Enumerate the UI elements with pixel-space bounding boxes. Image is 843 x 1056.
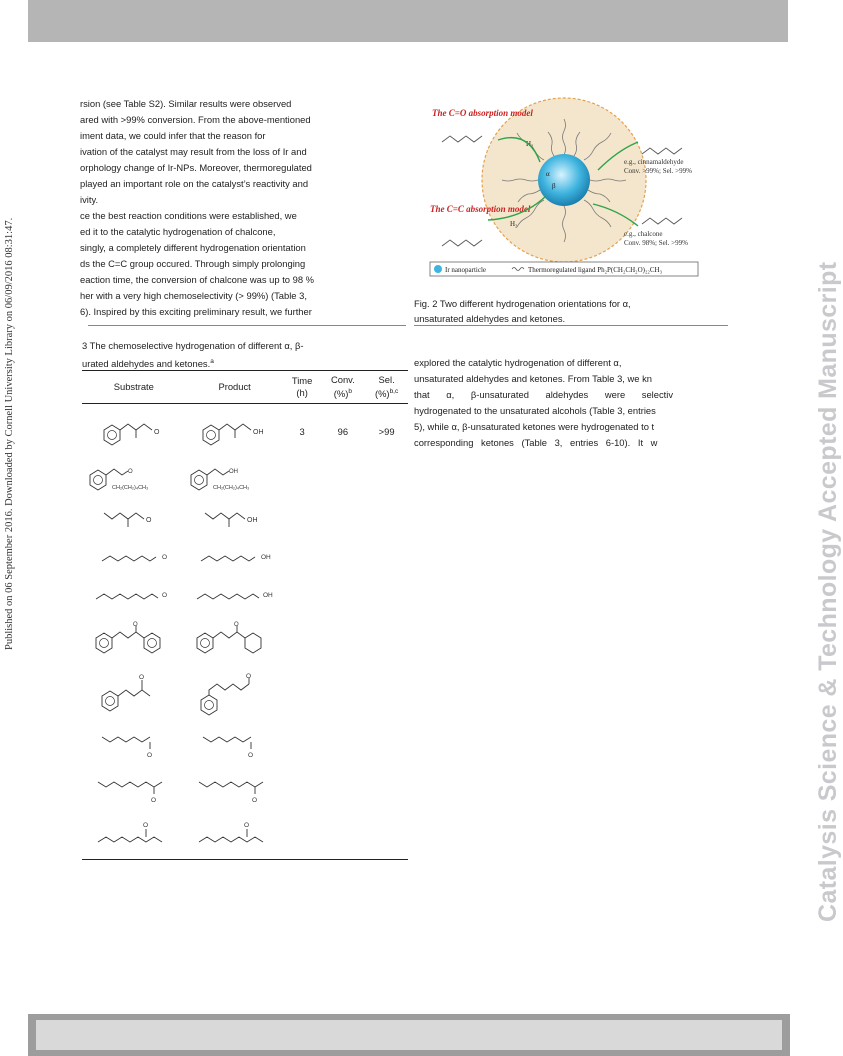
molecule-structure (193, 774, 277, 804)
time-cell: 3 (299, 426, 305, 438)
text-line: orphology change of Ir-NPs. Moreover, thermoregulated (80, 162, 312, 173)
molecule-structure (193, 622, 277, 658)
journal-watermark: Catalysis Science & Technology Accepted Manuscript (814, 261, 842, 922)
figure-2 (428, 100, 726, 290)
sel-cell: >99 (378, 426, 395, 438)
molecule-structure (92, 585, 176, 605)
svg-text:OH: OH (228, 468, 238, 475)
svg-text:O: O (150, 796, 156, 804)
svg-text:OH: OH (260, 553, 271, 561)
beta-label: β (552, 182, 556, 190)
substrate-cell (82, 460, 186, 498)
svg-text:OH: OH (262, 591, 273, 599)
molecule-structure (94, 729, 174, 759)
svg-text:O: O (245, 672, 251, 680)
figure-caption (414, 296, 726, 326)
text-line: ivation of the catalyst may result from the loss of Ir and (80, 146, 307, 157)
text-line: ce the best reaction conditions were established, we (80, 210, 297, 221)
molecule-structure (195, 729, 275, 759)
h2-label: H₂ (526, 140, 534, 148)
product-structure (642, 148, 682, 154)
substrate-cell (82, 404, 186, 460)
conv-cell: 96 (337, 426, 349, 438)
footnote-marker: a (210, 358, 214, 365)
text-line: unsaturated aldehydes and ketones. From Table 3, we kn (414, 373, 652, 384)
svg-text:O: O (146, 751, 152, 759)
molecule-structure (86, 463, 182, 495)
text-line: that α, β-unsaturated aldehydes were selectiv (414, 389, 674, 400)
svg-text:O: O (233, 621, 239, 628)
svg-text:OH: OH (246, 516, 258, 524)
svg-text:O: O (161, 591, 167, 599)
molecule-structure (92, 774, 176, 804)
example-1-name: e.g., cinnamaldehyde (624, 158, 684, 166)
table-row (82, 576, 408, 614)
substrate-structure (442, 136, 482, 142)
product-cell (186, 538, 284, 576)
table-row (82, 498, 408, 538)
text-line: her with a very high chemoselectivity (> 99%) (Table 3, (80, 290, 307, 301)
footer-bar-inner (36, 1020, 782, 1050)
molecule-structure (193, 585, 277, 605)
product-cell (186, 722, 284, 766)
svg-text:O: O (251, 796, 257, 804)
figure-caption-line: Fig. 2 Two different hydrogenation orientations for α, (414, 298, 631, 309)
header-time: Time (h) (284, 371, 321, 404)
substrate-cell (82, 538, 186, 576)
footer-bar (28, 1014, 790, 1056)
svg-text:O: O (145, 516, 152, 524)
text-line: ared with >99% conversion. From the above-mentioned (80, 114, 311, 125)
left-column-text (80, 96, 406, 320)
co-model-label: The C=O absorption model (432, 108, 533, 118)
svg-text:O: O (243, 822, 249, 830)
svg-text:O: O (132, 621, 138, 628)
molecule-structure (195, 547, 275, 567)
h2-label: H₂ (510, 220, 518, 228)
text-line: explored the catalytic hydrogenation of different α, (414, 357, 622, 368)
molecule-structure (92, 820, 176, 850)
substrate-cell (82, 498, 186, 538)
section-divider-left (88, 325, 406, 326)
substrate-cell (82, 766, 186, 812)
svg-text:O: O (138, 673, 144, 681)
example-2-result: Conv. 98%; Sel. >99% (624, 239, 688, 247)
text-line: corresponding ketones (Table 3, entries 6-10). It w (414, 437, 658, 448)
molecule-structure (195, 672, 275, 716)
svg-text:O: O (161, 553, 167, 561)
header-substrate: Substrate (82, 371, 186, 404)
molecule-structure (94, 672, 174, 716)
molecule-structure (94, 414, 174, 450)
example-1-result: Conv. >99%; Sel. >99% (624, 167, 692, 175)
header-conv: Conv. (%)$^b$ (321, 371, 366, 404)
substrate-cell (82, 812, 186, 860)
table-caption (82, 338, 408, 372)
molecule-structure (195, 414, 275, 450)
product-cell (186, 498, 284, 538)
header-sel: Sel. (%)$^{b,c}$ (365, 371, 408, 404)
text-line: eaction time, the conversion of chalcone was up to 98 % (80, 274, 314, 285)
text-line: ed it to the catalytic hydrogenation of chalcone, (80, 226, 276, 237)
product-cell (186, 766, 284, 812)
svg-text:O: O (247, 751, 253, 759)
svg-text:O: O (127, 468, 133, 475)
header-bar (28, 0, 788, 42)
text-line: played an important role on the catalyst’s reactivity and (80, 178, 309, 189)
table-caption-line: 3 The chemoselective hydrogenation of different α, β- (82, 340, 304, 351)
molecule-structure (94, 547, 174, 567)
table-row (82, 722, 408, 766)
substrate-cell (82, 576, 186, 614)
legend-np-label: Ir nanoparticle (445, 266, 487, 274)
table-row (82, 614, 408, 666)
table-row (82, 404, 408, 460)
product-cell (186, 614, 284, 666)
substrate-cell (82, 614, 186, 666)
example-2-name: e.g., chalcone (624, 230, 663, 238)
publication-notice: Published on 06 September 2016. Downloaded by Cornell University Library on 06/09/2016 08:31:47. (4, 217, 15, 650)
molecule-structure (195, 505, 275, 531)
molecule-structure (193, 820, 277, 850)
svg-text:O: O (142, 822, 148, 830)
substrate-cell (82, 722, 186, 766)
svg-text:CH₂(CH₂)₄CH₃: CH₂(CH₂)₄CH₃ (111, 484, 149, 491)
figure-caption-line: unsaturated aldehydes and ketones. (414, 313, 566, 324)
product-cell (186, 666, 284, 722)
product-structure (642, 218, 682, 224)
text-line: hydrogenated to the unsaturated alcohols (Table 3, entries (414, 405, 656, 416)
text-line: ivity. (80, 194, 99, 205)
right-column-text (414, 355, 726, 451)
text-line: rsion (see Table S2). Similar results were observed (80, 98, 292, 109)
molecule-structure (94, 505, 174, 531)
text-line: 6). Inspired by this exciting preliminary result, we further (80, 306, 312, 317)
product-cell (186, 460, 284, 498)
section-divider-right (414, 325, 728, 326)
legend-np-icon (434, 265, 442, 273)
table-header-row (82, 371, 408, 404)
table-row (82, 666, 408, 722)
table-row (82, 538, 408, 576)
table-caption-line: urated aldehydes and ketones.$^a$ (82, 358, 214, 370)
header-product: Product (186, 371, 284, 404)
alpha-label: α (546, 170, 550, 178)
table-row (82, 766, 408, 812)
table-row (82, 460, 408, 498)
svg-text:OH: OH (252, 428, 264, 436)
product-cell (186, 812, 284, 860)
text-line: singly, a completely different hydrogenation orientation (80, 242, 306, 253)
cc-model-label: The C=C absorption model (430, 204, 531, 214)
substrate-structure (442, 240, 482, 246)
molecule-structure (92, 622, 176, 658)
table-3 (82, 370, 408, 860)
table-row (82, 812, 408, 860)
svg-text:O: O (153, 428, 160, 436)
legend-ligand-label: Thermoregulated ligand Ph₂P(CH₂CH₂O)₂₂CH₃ (528, 266, 663, 274)
text-line: 5), while α, β-unsaturated ketones were hydrogenated to t (414, 421, 655, 432)
svg-text:CH₂(CH₂)₄CH₃: CH₂(CH₂)₄CH₃ (212, 484, 249, 491)
product-cell (186, 404, 284, 460)
text-line: iment data, we could infer that the reason for (80, 130, 266, 141)
product-cell (186, 576, 284, 614)
text-line: ds the C=C group occured. Through simply prolonging (80, 258, 306, 269)
ir-nanoparticle (538, 154, 590, 206)
molecule-structure (187, 463, 283, 495)
substrate-cell (82, 666, 186, 722)
